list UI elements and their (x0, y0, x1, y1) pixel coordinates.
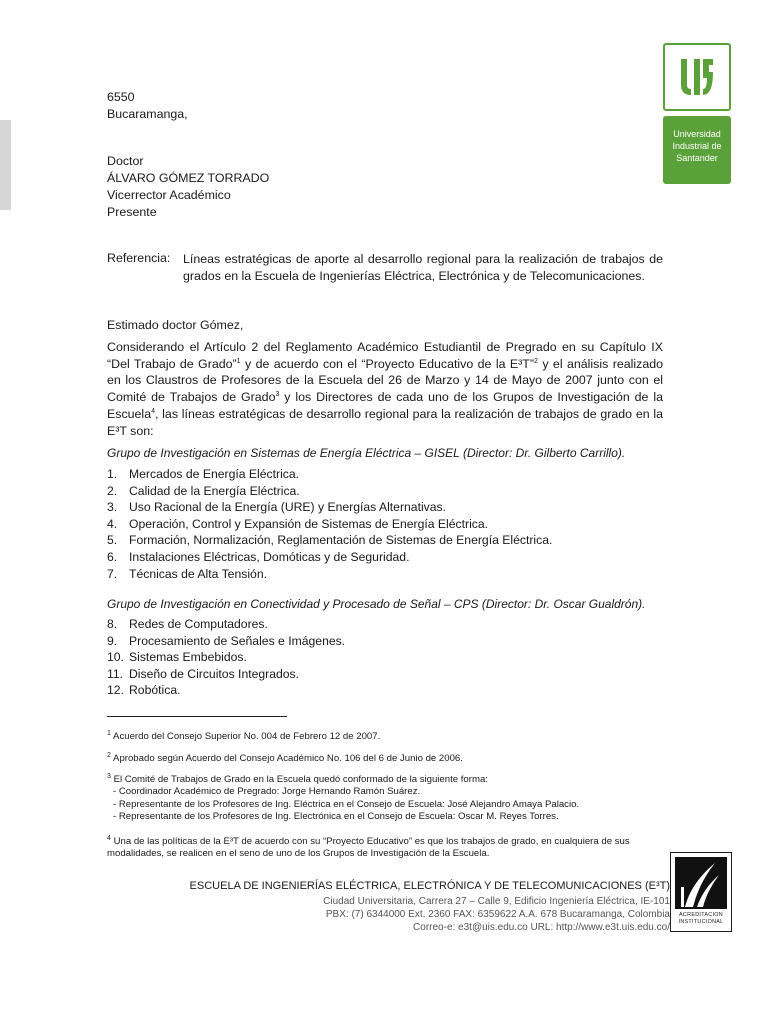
list-item-text: Instalaciones Eléctricas, Domóticas y de Seguridad. (129, 549, 410, 564)
body-text-3: y el análisis realizado en los Claustros de Profesores de la Escuela del 26 de Marzo y 14 de Mayo de 2007 junto con el Comité de Trabajos de Grado (107, 356, 663, 405)
footnote-1 (107, 731, 667, 743)
list-item (107, 516, 552, 533)
list-item (107, 616, 345, 633)
list-item-text: Mercados de Energía Eléctrica. (129, 467, 300, 481)
list-item-text: Diseño de Circuitos Integrados. (129, 666, 300, 681)
list-item (107, 532, 552, 549)
list-item (107, 633, 345, 650)
reference-label: Referencia: (107, 251, 171, 265)
list-item (107, 549, 552, 566)
footer-address: Ciudad Universitaria, Carrera 27 – Calle 9, Edificio Ingeniería Eléctrica, IE-101 (323, 896, 670, 907)
list-item (107, 682, 345, 699)
list-item (107, 466, 552, 483)
recipient-position: Vicerrector Académico (107, 188, 231, 202)
footnote-ref-2: 2 (534, 357, 538, 365)
list-item (107, 483, 552, 500)
group-title-cps: Grupo de Investigación en Conectividad y Procesado de Señal – CPS (Director: Dr. Oscar Gualdrón). (107, 597, 646, 611)
list-gisel (107, 466, 552, 582)
list-item-number: 7. (107, 566, 118, 581)
list-item-text: Robótica. (129, 683, 181, 698)
list-item (107, 566, 552, 583)
footnote-subitem: - Representante de los Profesores de Ing. Electrónica en el Consejo de Escuela: Oscar M. Reyes Torres. (113, 811, 559, 823)
list-item-number: 10. (107, 650, 124, 665)
list-item-text: Uso Racional de la Energía (URE) y Energías Alternativas. (129, 500, 447, 515)
letter-city: Bucaramanga, (107, 107, 188, 121)
accreditation-line2: INSTITUCIONAL (678, 919, 724, 925)
footnote-mark: 4 (107, 834, 111, 842)
body-text-4: y los Directores de cada uno de los Grupos de Investigación de la Escuela (107, 390, 663, 421)
list-item-text: Procesamiento de Señales e Imágenes. (129, 633, 346, 648)
university-name-badge (663, 116, 731, 184)
list-item-text: Formación, Normalización, Reglamentación de Sistemas de Energía Eléctrica. (129, 533, 553, 548)
list-item-text: Calidad de la Energía Eléctrica. (129, 483, 300, 498)
body-text-1: Considerando el Artículo 2 del Reglamento Académico Estudiantil de Pregrado en su Capítulo IX “Del Trabajo de Grado” (107, 340, 663, 371)
list-item-number: 8. (107, 617, 118, 631)
recipient-presente: Presente (107, 205, 157, 219)
footnote-mark: 1 (107, 729, 111, 737)
accreditation-line1: ACREDITACION (679, 912, 723, 918)
group-title-gisel: Grupo de Investigación en Sistemas de Energía Eléctrica – GISEL (Director: Dr. Gilberto Carrillo). (107, 446, 626, 460)
list-item-number: 3. (107, 500, 118, 515)
salutation: Estimado doctor Gómez, (107, 318, 244, 332)
list-item-number: 9. (107, 633, 118, 648)
footnote-ref-3: 3 (275, 390, 280, 398)
footnote-text: Acuerdo del Consejo Superior No. 004 de Febrero 12 de 2007. (113, 731, 381, 742)
footnote-subitem: - Coordinador Académico de Pregrado: Jorge Hernando Ramón Suárez. (113, 786, 421, 798)
footnote-text: El Comité de Trabajos de Grado en la Escuela quedó conformado de la siguiente forma: (113, 774, 488, 785)
university-name-line2: Industrial de (672, 141, 722, 151)
uis-logo-icon (663, 43, 731, 111)
list-item-number: 5. (107, 533, 118, 548)
footnote-mark: 2 (107, 751, 111, 759)
footnote-2 (107, 753, 667, 765)
footer-phone: PBX: (7) 6344000 Ext. 2360 FAX: 6359622 A.A. 678 Bucaramanga, Colombia (325, 909, 670, 920)
footnote-subitem: - Representante de los Profesores de Ing. Eléctrica en el Consejo de Escuela: José Alejandro Amaya Palacio. (113, 798, 580, 810)
footnote-ref-4: 4 (151, 407, 155, 415)
footnote-text: Una de las políticas de la E³T de acuerdo con su “Proyecto Educativo” es que los trabajos de grado, en cualquiera de sus modalidades, se realicen en el seno de uno de los Grupos de Investigación de la Escuela. (107, 836, 630, 860)
list-item-number: 4. (107, 516, 118, 531)
scroll-edge-mark (0, 120, 11, 210)
list-item-number: 2. (107, 483, 118, 498)
reference-text: Líneas estratégicas de aporte al desarrollo regional para la realización de trabajos de grados en la Escuela de Ingenierías Eléctrica, Electrónica y de Telecomunicaciones. (183, 252, 663, 283)
list-item-number: 12. (107, 683, 124, 698)
footnote-text: Aprobado según Acuerdo del Consejo Académico No. 106 del 6 de Junio de 2006. (113, 753, 463, 764)
list-item-number: 6. (107, 549, 118, 564)
list-item (107, 499, 552, 516)
footnote-mark: 3 (107, 772, 111, 780)
list-item-number: 11. (107, 666, 124, 681)
list-item-text: Sistemas Embebidos. (129, 650, 247, 665)
university-name-line1: Universidad (673, 129, 721, 139)
list-item-number: 1. (107, 467, 118, 481)
list-cps (107, 616, 345, 699)
list-item-text: Redes de Computadores. (129, 617, 268, 631)
list-item-text: Técnicas de Alta Tensión. (129, 566, 267, 581)
body-text-2: y de acuerdo con el “Proyecto Educativo de la E³T” (240, 356, 534, 371)
list-item (107, 649, 345, 666)
footer-contact: Correo-e: e3t@uis.edu.co URL: http://www.e3t.uis.edu.co/ (413, 922, 670, 933)
body-paragraph (107, 339, 663, 439)
footnote-3 (107, 774, 667, 824)
footnote-4 (107, 836, 667, 861)
letter-number: 6550 (107, 90, 135, 104)
university-name-line3: Santander (676, 153, 718, 163)
footer-school-name: ESCUELA DE INGENIERÍAS ELÉCTRICA, ELECTRÓNICA Y DE TELECOMUNICACIONES (E³T) (189, 880, 670, 892)
accreditation-seal-icon (670, 852, 732, 932)
recipient-name: ÁLVARO GÓMEZ TORRADO (107, 171, 270, 185)
body-text-5: , las líneas estratégicas de desarrollo regional para la realización de trabajos de grado en la E³T son: (107, 406, 663, 438)
list-item (107, 666, 345, 683)
list-item-text: Operación, Control y Expansión de Sistemas de Energía Eléctrica. (129, 516, 489, 531)
footnote-ref-1: 1 (236, 357, 241, 365)
recipient-title: Doctor (107, 154, 144, 168)
footnote-divider (107, 716, 287, 717)
